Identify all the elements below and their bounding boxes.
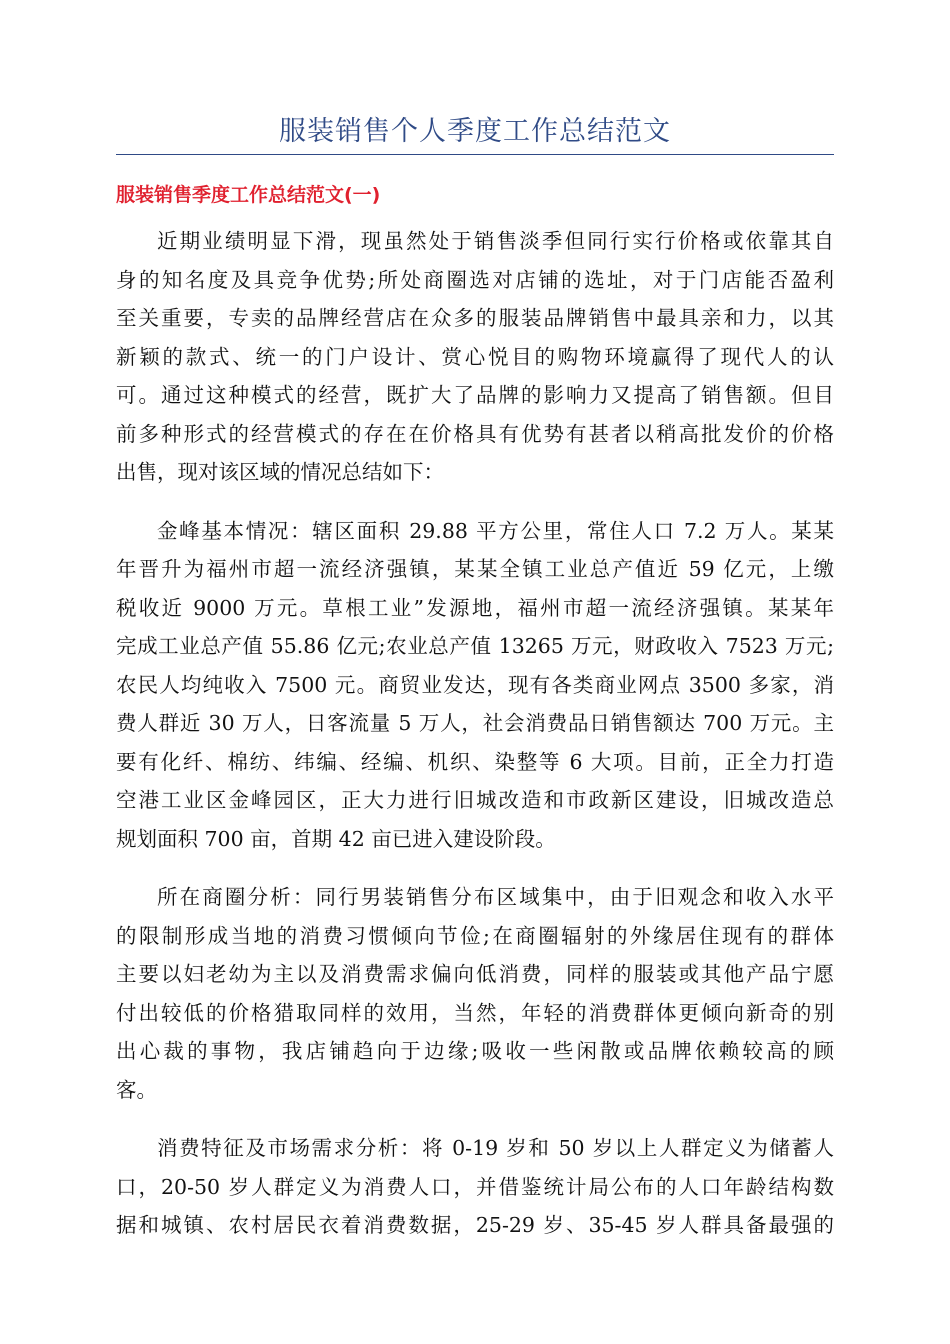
document-title: 服装销售个人季度工作总结范文	[279, 116, 671, 147]
text-line: 至关重要，专卖的品牌经营店在众多的服装品牌销售中最具亲和力，以其	[116, 306, 834, 330]
text-line: 规划面积 700 亩，首期 42 亩已进入建设阶段。	[116, 826, 556, 851]
paragraph-4	[116, 1129, 834, 1245]
paragraph-2	[116, 512, 834, 859]
text-line: 税收近 9000 万元。草根工业”发源地，福州市超一流经济强镇。某某年	[116, 595, 834, 620]
text-line: 的限制形成当地的消费习惯倾向节俭;在商圈辐射的外缘居住现有的群体	[116, 923, 834, 948]
paragraph-1	[116, 222, 834, 492]
section-heading: 服装销售季度工作总结范文(一)	[116, 184, 381, 206]
text-line: 客。	[116, 1077, 157, 1102]
text-line: 主要以妇老幼为主以及消费需求偏向低消费，同样的服装或其他产品宁愿	[116, 962, 834, 986]
text-line: 农民人均纯收入 7500 元。商贸业发达，现有各类商业网点 3500 多家，消	[116, 672, 834, 697]
text-line: 付出较低的价格猎取同样的效用，当然，年轻的消费群体更倾向新奇的别	[116, 1000, 834, 1025]
text-line: 口，20-50 岁人群定义为消费人口，并借鉴统计局公布的人口年龄结构数	[116, 1174, 834, 1199]
text-line: 出售，现对该区域的情况总结如下：	[116, 460, 444, 484]
text-line: 费人群近 30 万人，日客流量 5 万人，社会消费品日销售额达 700 万元。主	[116, 711, 834, 735]
text-line: 近期业绩明显下滑，现虽然处于销售淡季但同行实行价格或依靠其自	[157, 229, 834, 253]
text-line: 空港工业区金峰园区，正大力进行旧城改造和市政新区建设，旧城改造总	[116, 788, 834, 812]
text-line: 完成工业总产值 55.86 亿元;农业总产值 13265 万元，财政收入 7523 万元;	[116, 634, 834, 658]
document-body	[116, 222, 834, 1265]
text-line: 可。通过这种模式的经营，既扩大了品牌的影响力又提高了销售额。但目	[116, 383, 834, 407]
title-underline	[116, 154, 834, 155]
text-line: 消费特征及市场需求分析：将 0-19 岁和 50 岁以上人群定义为储蓄人	[157, 1136, 834, 1160]
text-line: 前多种形式的经营模式的存在在价格具有优势有甚者以稍高批发价的价格	[116, 421, 834, 446]
text-line: 新颖的款式、统一的门户设计、赏心悦目的购物环境赢得了现代人的认	[116, 344, 834, 369]
text-line: 出心裁的事物，我店铺趋向于边缘;吸收一些闲散或品牌依赖较高的顾	[116, 1039, 834, 1063]
paragraph-3	[116, 878, 834, 1109]
text-line: 金峰基本情况：辖区面积 29.88 平方公里，常住人口 7.2 万人。某某	[157, 518, 834, 543]
text-line: 据和城镇、农村居民衣着消费数据，25-29 岁、35-45 岁人群具备最强的	[116, 1213, 834, 1237]
text-line: 身的知名度及具竞争优势;所处商圈选对店铺的选址，对于门店能否盈利	[116, 267, 834, 292]
text-line: 所在商圈分析：同行男装销售分布区域集中，由于旧观念和收入水平	[157, 885, 834, 909]
text-line: 要有化纤、棉纺、纬编、经编、机织、染整等 6 大项。目前，正全力打造	[116, 749, 834, 774]
text-line: 年晋升为福州市超一流经济强镇，某某全镇工业总产值近 59 亿元，上缴	[116, 557, 834, 581]
